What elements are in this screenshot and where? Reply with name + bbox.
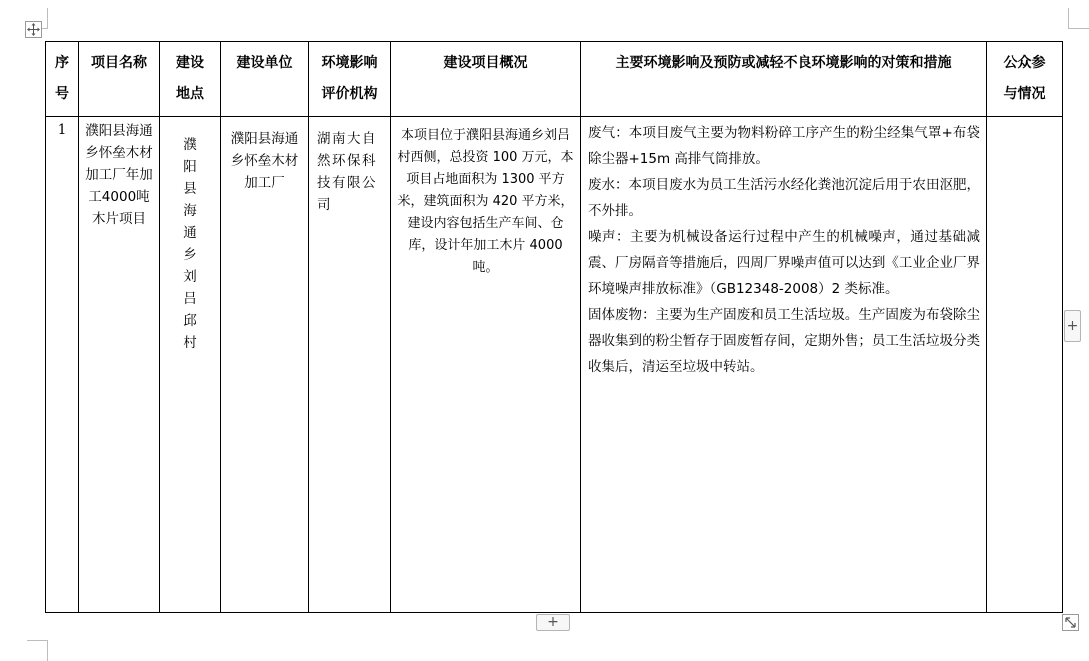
header-seq: 序号 bbox=[46, 42, 79, 117]
table-row bbox=[46, 117, 1063, 613]
measure-waste-water: 废水：本项目废水为员工生活污水经化粪池沉淀后用于农田沤肥，不外排。 bbox=[588, 177, 980, 219]
cell-unit[interactable]: 濮阳县海通乡怀垒木材加工厂 bbox=[221, 117, 309, 613]
project-table bbox=[45, 41, 1063, 613]
header-location: 建设地点 bbox=[160, 42, 221, 117]
table-header-row bbox=[46, 42, 1063, 117]
add-row-button[interactable]: + bbox=[536, 614, 570, 631]
table-move-handle[interactable] bbox=[25, 21, 42, 38]
cell-public[interactable] bbox=[987, 117, 1063, 613]
header-overview: 建设项目概况 bbox=[391, 42, 581, 117]
cell-seq[interactable]: 1 bbox=[46, 117, 79, 613]
cell-measures[interactable] bbox=[581, 117, 987, 613]
table-resize-handle[interactable] bbox=[1062, 614, 1079, 631]
header-unit: 建设单位 bbox=[221, 42, 309, 117]
page-corner-mark-top-right bbox=[1068, 8, 1089, 29]
page-corner-mark-bottom-left bbox=[27, 640, 48, 661]
resize-arrow-icon bbox=[1063, 615, 1078, 630]
measure-noise: 噪声：主要为机械设备运行过程中产生的机械噪声，通过基础减震、厂房隔音等措施后，四周厂界噪声值可以达到《工业企业厂界环境噪声排放标准》（GB12348-2008）2 类标准。 bbox=[588, 229, 980, 297]
measure-waste-gas: 废气：本项目废气主要为物料粉碎工序产生的粉尘经集气罩+布袋除尘器+15m 高排气筒排放。 bbox=[588, 125, 980, 167]
cell-location[interactable]: 濮阳县海通乡刘吕邱村 bbox=[160, 117, 221, 613]
measure-solid-waste: 固体废物：主要为生产固废和员工生活垃圾。生产固废为布袋除尘器收集到的粉尘暂存于固废暂存间，定期外售；员工生活垃圾分类收集后，清运至垃圾中转站。 bbox=[588, 307, 980, 375]
cell-project-name[interactable]: 濮阳县海通乡怀垒木材加工厂年加工4000吨木片项目 bbox=[79, 117, 160, 613]
add-column-button[interactable]: + bbox=[1064, 310, 1081, 342]
move-arrows-icon bbox=[26, 22, 41, 37]
cell-eia-org[interactable]: 湖南大自然环保科技有限公司 bbox=[309, 117, 391, 613]
cell-overview[interactable]: 本项目位于濮阳县海通乡刘吕村西侧，总投资 100 万元，本项目占地面积为 1300 平方米，建筑面积为 420 平方米，建设内容包括生产车间、仓库，设计年加工木片 4000 吨。 bbox=[391, 117, 581, 613]
header-eia-org: 环境影响评价机构 bbox=[309, 42, 391, 117]
header-project-name: 项目名称 bbox=[79, 42, 160, 117]
header-measures: 主要环境影响及预防或减轻不良环境影响的对策和措施 bbox=[581, 42, 987, 117]
header-public: 公众参与情况 bbox=[987, 42, 1063, 117]
